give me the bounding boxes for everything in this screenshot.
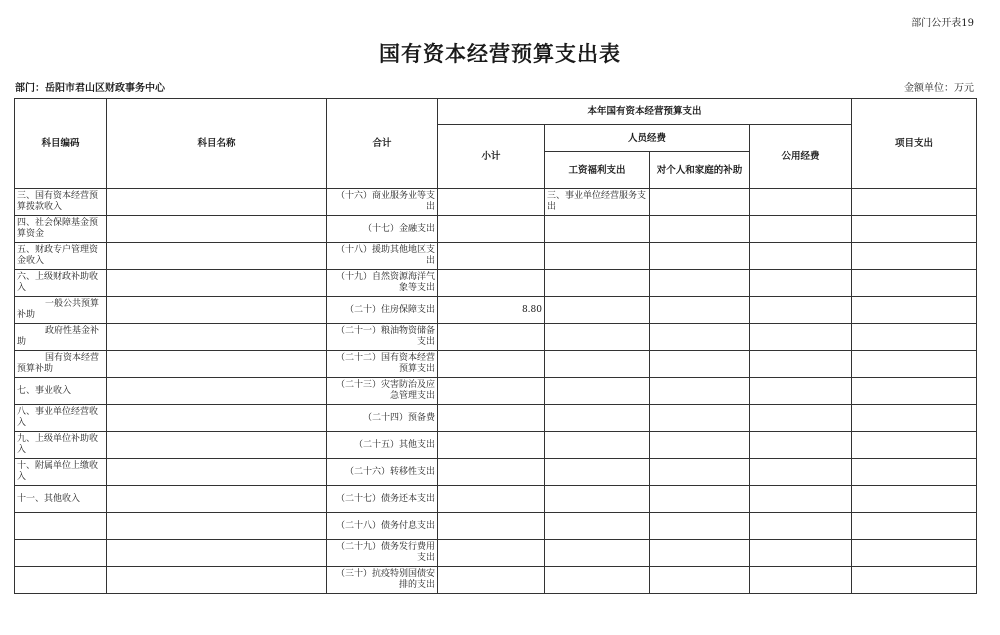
cell-code: 一般公共预算补助 (15, 297, 107, 324)
cell-total: （二十五）其他支出 (327, 432, 438, 459)
cell-household (650, 567, 750, 594)
cell-subtotal (438, 432, 545, 459)
cell-household (650, 351, 750, 378)
header-household: 对个人和家庭的补助 (650, 152, 750, 189)
cell-household (650, 189, 750, 216)
cell-public (750, 540, 852, 567)
cell-name (107, 351, 327, 378)
cell-code: 四、社会保障基金预算资金 (15, 216, 107, 243)
cell-total: （二十一）粮油物资储备支出 (327, 324, 438, 351)
cell-household (650, 270, 750, 297)
cell-public (750, 432, 852, 459)
table-row (15, 324, 977, 351)
table-row (15, 432, 977, 459)
cell-salary (545, 486, 650, 513)
cell-salary (545, 351, 650, 378)
cell-salary (545, 513, 650, 540)
budget-table (14, 98, 977, 594)
header-total: 合计 (327, 99, 438, 189)
cell-total: （三十）抗疫特别国债安排的支出 (327, 567, 438, 594)
cell-salary (545, 540, 650, 567)
cell-project (852, 189, 977, 216)
cell-subtotal (438, 216, 545, 243)
cell-subtotal (438, 513, 545, 540)
cell-project (852, 567, 977, 594)
cell-subtotal (438, 351, 545, 378)
header-project: 项目支出 (852, 99, 977, 189)
table-row (15, 459, 977, 486)
cell-project (852, 486, 977, 513)
cell-household (650, 378, 750, 405)
cell-name (107, 324, 327, 351)
cell-subtotal (438, 405, 545, 432)
cell-total: （十九）自然资源海洋气象等支出 (327, 270, 438, 297)
cell-project (852, 459, 977, 486)
cell-project (852, 351, 977, 378)
header-subtotal: 小计 (438, 125, 545, 189)
cell-name (107, 486, 327, 513)
cell-household (650, 297, 750, 324)
cell-household (650, 216, 750, 243)
cell-household (650, 405, 750, 432)
cell-public (750, 216, 852, 243)
header-salary: 工资福利支出 (545, 152, 650, 189)
cell-subtotal (438, 486, 545, 513)
cell-salary (545, 216, 650, 243)
form-number: 部门公开表19 (911, 18, 974, 29)
cell-subtotal (438, 270, 545, 297)
cell-subtotal (438, 378, 545, 405)
cell-public (750, 513, 852, 540)
cell-public (750, 567, 852, 594)
cell-subtotal (438, 189, 545, 216)
cell-project (852, 243, 977, 270)
cell-household (650, 243, 750, 270)
department-label: 部门：岳阳市君山区财政事务中心 (15, 83, 165, 94)
cell-code: 国有资本经营预算补助 (15, 351, 107, 378)
table-row (15, 405, 977, 432)
cell-project (852, 432, 977, 459)
cell-salary (545, 243, 650, 270)
cell-salary (545, 567, 650, 594)
cell-code: 八、事业单位经营收入 (15, 405, 107, 432)
cell-project (852, 540, 977, 567)
cell-total: （十六）商业服务业等支出 (327, 189, 438, 216)
cell-household (650, 324, 750, 351)
cell-salary (545, 459, 650, 486)
cell-total: （二十三）灾害防治及应急管理支出 (327, 378, 438, 405)
cell-code: 六、上级财政补助收入 (15, 270, 107, 297)
cell-subtotal (438, 243, 545, 270)
cell-household (650, 459, 750, 486)
cell-code (15, 513, 107, 540)
cell-project (852, 297, 977, 324)
cell-total: （二十）住房保障支出 (327, 297, 438, 324)
table-row (15, 567, 977, 594)
cell-public (750, 189, 852, 216)
cell-name (107, 243, 327, 270)
cell-household (650, 432, 750, 459)
cell-name (107, 540, 327, 567)
cell-code: 九、上级单位补助收入 (15, 432, 107, 459)
cell-code: 政府性基金补助 (15, 324, 107, 351)
table-row (15, 216, 977, 243)
header-code: 科目编码 (15, 99, 107, 189)
cell-code (15, 540, 107, 567)
cell-public (750, 324, 852, 351)
cell-public (750, 459, 852, 486)
cell-name (107, 405, 327, 432)
cell-name (107, 189, 327, 216)
cell-name (107, 297, 327, 324)
cell-code: 七、事业收入 (15, 378, 107, 405)
cell-salary (545, 378, 650, 405)
cell-public (750, 243, 852, 270)
cell-name (107, 270, 327, 297)
table-row (15, 378, 977, 405)
cell-name (107, 513, 327, 540)
cell-name (107, 378, 327, 405)
cell-salary (545, 432, 650, 459)
cell-project (852, 216, 977, 243)
cell-name (107, 567, 327, 594)
cell-subtotal (438, 459, 545, 486)
cell-household (650, 486, 750, 513)
table-row (15, 243, 977, 270)
cell-public (750, 378, 852, 405)
cell-total: （二十九）债务发行费用支出 (327, 540, 438, 567)
cell-subtotal (438, 540, 545, 567)
header-personnel: 人员经费 (545, 125, 750, 152)
header-public: 公用经费 (750, 125, 852, 189)
cell-public (750, 351, 852, 378)
cell-code: 十、附属单位上缴收入 (15, 459, 107, 486)
cell-public (750, 270, 852, 297)
cell-name (107, 216, 327, 243)
table-row (15, 351, 977, 378)
table-row (15, 270, 977, 297)
cell-total: （二十六）转移性支出 (327, 459, 438, 486)
cell-total: （十七）金融支出 (327, 216, 438, 243)
cell-total: （二十二）国有资本经营预算支出 (327, 351, 438, 378)
table-row (15, 540, 977, 567)
cell-code: 十一、其他收入 (15, 486, 107, 513)
table-row (15, 189, 977, 216)
header-current-year: 本年国有资本经营预算支出 (438, 99, 852, 125)
cell-total: （二十八）债务付息支出 (327, 513, 438, 540)
cell-project (852, 513, 977, 540)
cell-household (650, 540, 750, 567)
cell-project (852, 270, 977, 297)
cell-code: 三、国有资本经营预算拨款收入 (15, 189, 107, 216)
cell-public (750, 405, 852, 432)
cell-salary: 三、事业单位经营服务支出 (545, 189, 650, 216)
cell-total: （二十四）预备费 (327, 405, 438, 432)
cell-salary (545, 270, 650, 297)
cell-salary (545, 297, 650, 324)
cell-code (15, 567, 107, 594)
cell-project (852, 405, 977, 432)
table-row (15, 297, 977, 324)
cell-salary (545, 405, 650, 432)
cell-salary (545, 324, 650, 351)
cell-subtotal: 8.80 (438, 297, 545, 324)
cell-household (650, 513, 750, 540)
table-row (15, 513, 977, 540)
cell-total: （十八）援助其他地区支出 (327, 243, 438, 270)
cell-name (107, 432, 327, 459)
cell-code: 五、财政专户管理资金收入 (15, 243, 107, 270)
page-title: 国有资本经营预算支出表 (379, 41, 621, 66)
cell-total: （二十七）债务还本支出 (327, 486, 438, 513)
cell-public (750, 486, 852, 513)
header-name: 科目名称 (107, 99, 327, 189)
cell-subtotal (438, 567, 545, 594)
amount-unit-label: 金额单位：万元 (904, 83, 974, 94)
cell-public (750, 297, 852, 324)
table-row (15, 486, 977, 513)
cell-project (852, 324, 977, 351)
cell-subtotal (438, 324, 545, 351)
cell-project (852, 378, 977, 405)
cell-name (107, 459, 327, 486)
